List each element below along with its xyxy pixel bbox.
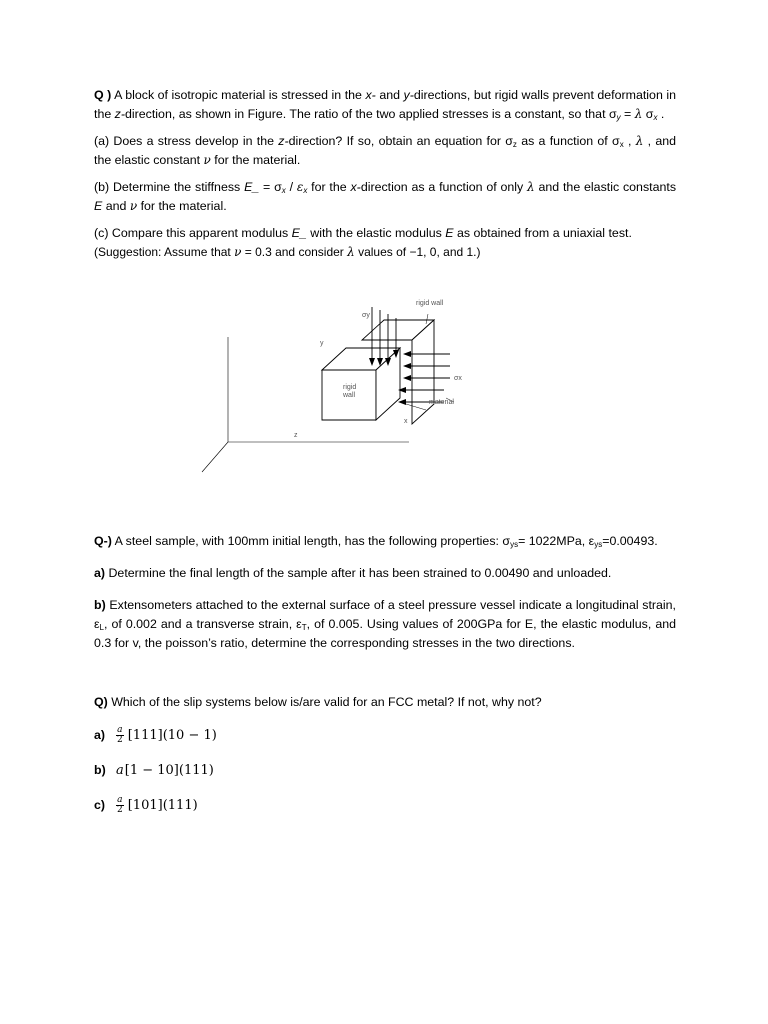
q1a-sub: z [512, 140, 517, 149]
q1b-text: / [285, 180, 297, 194]
q1-text: direction, as shown in Figure. The ratio of the two applied stresses is a constant, so that σ [125, 107, 617, 121]
q1c-E: E [445, 226, 454, 240]
slip-system-a [94, 724, 676, 746]
q1-lead: Q ) [94, 88, 112, 102]
q1b-E: E [94, 199, 103, 213]
q2b-text: Extensometers attached to the external surface of a steel pressure vessel indicate a longitudinal strain, ε [94, 598, 676, 631]
q1-suggestion [94, 243, 676, 262]
slip-label: b) [94, 762, 106, 777]
slip-direction: [101] [127, 797, 163, 813]
nu-symbol: ν [203, 153, 211, 167]
q2-text: A steel sample, with 100mm initial length, has the following properties: σ [111, 534, 511, 548]
q1-text: . [657, 107, 665, 121]
sigma-x-arrowhead [403, 351, 411, 357]
q1b-E: E_ [244, 180, 260, 194]
q1-sub: y [616, 113, 621, 122]
sigma-x-arrowhead [403, 363, 411, 369]
slip-expression [116, 761, 214, 780]
q1-y: y- [403, 88, 414, 102]
q2a-lead: a) [94, 566, 106, 580]
slip-coef: a [116, 762, 124, 778]
q1a-sub: x [619, 140, 624, 149]
q1-text: A block of isotropic material is stressed in the [111, 88, 366, 102]
q1c-text: = 0.3 and consider [241, 245, 348, 259]
q1b-text: for the [307, 180, 351, 194]
q1-part-a [94, 132, 676, 170]
document-page [94, 86, 676, 816]
fraction-den: 2 [117, 734, 123, 745]
q1b-text: for the material. [137, 199, 227, 213]
nu-symbol: ν [234, 245, 242, 259]
q1a-text: , [623, 134, 636, 148]
q1a-text: , and the elastic constant [94, 134, 676, 167]
q1a-text: (a) Does a stress develop in the [94, 134, 279, 148]
slip-direction: [1 − 10] [124, 762, 179, 778]
q1c-text: with the elastic modulus [306, 226, 446, 240]
label-rigid-wall-front-2: wall [343, 392, 356, 399]
label-axis-x: x [404, 418, 408, 425]
q1-intro [94, 86, 676, 124]
q1-part-b [94, 178, 676, 216]
q2b-sub: T [301, 623, 307, 632]
slip-plane: (10 − 1) [162, 727, 217, 743]
fraction [116, 796, 124, 815]
slip-plane: (111) [178, 762, 214, 778]
q1c-text: (c) Compare this apparent modulus [94, 226, 292, 240]
lambda-symbol: λ [634, 107, 643, 121]
slip-expression [116, 796, 198, 815]
lambda-symbol: λ [347, 245, 355, 259]
q1-text: directions, but rigid walls prevent deformation in the [94, 88, 676, 121]
figure-container [94, 262, 676, 532]
q1b-sub: x [281, 186, 286, 195]
q2b-sub: L [99, 623, 104, 632]
q1-z: z- [114, 107, 125, 121]
fraction [116, 726, 124, 745]
label-material: material [429, 399, 454, 406]
q1b-text: and [102, 199, 130, 213]
q1c-text: as obtained from a uniaxial test. [453, 226, 632, 240]
q1b-text: = σ [259, 180, 282, 194]
slip-label: c) [94, 797, 106, 812]
q2-text: = 1022MPa, ε [518, 534, 595, 548]
q1a-text: for the material. [210, 153, 301, 167]
lambda-symbol: λ [527, 180, 535, 194]
q2a-text: Determine the final length of the sample after it has been strained to 0.00490 and unloaded. [105, 566, 612, 580]
epsilon-symbol: ε [296, 180, 304, 194]
fraction-den: 2 [117, 804, 123, 815]
q2b-lead: b) [94, 598, 106, 612]
q1c-text: (Suggestion: Assume that [94, 245, 235, 259]
q3-intro [94, 693, 676, 712]
label-sigma-x: σx [454, 375, 462, 382]
q1-text: and [375, 88, 404, 102]
rigid-wall-diagram [94, 262, 676, 532]
axis-z-line [202, 442, 228, 472]
q1a-z: z- [278, 134, 289, 148]
fraction-num: a [117, 794, 123, 805]
slip-system-c [94, 794, 676, 816]
label-axis-y: y [320, 340, 324, 347]
q1b-text: and the elastic constants [534, 180, 677, 194]
slip-label: a) [94, 727, 106, 742]
nu-symbol: ν [129, 199, 138, 213]
q1b-x: x- [350, 180, 361, 194]
q1-sub: x [653, 113, 658, 122]
sigma-x-arrowhead [398, 399, 406, 405]
q1b-text: direction as a function of only [360, 180, 528, 194]
q2-part-a [94, 564, 676, 583]
q1c-text: values of −1, 0, and 1.) [354, 245, 481, 259]
q3-lead: Q) [94, 695, 108, 709]
lambda-symbol: λ [635, 134, 644, 148]
slip-direction: [111] [127, 727, 163, 743]
q3-text: Which of the slip systems below is/are valid for an FCC metal? If not, why not? [107, 695, 542, 709]
label-rigid-wall-top: rigid wall [416, 300, 444, 307]
q1a-text: as a function of σ [516, 134, 620, 148]
slip-expression [116, 726, 217, 745]
q1-text: σ [642, 107, 654, 121]
q2-lead: Q-) [94, 534, 112, 548]
q1a-text: direction? If so, obtain an equation for σ [288, 134, 513, 148]
q2b-text: , of 0.002 and a transverse strain, ε [103, 617, 302, 631]
q1b-text: (b) Determine the stiffness [94, 180, 245, 194]
label-rigid-wall-front-1: rigid [343, 384, 357, 391]
q2-sub: ys [594, 540, 603, 549]
q1-x: x- [365, 88, 376, 102]
q2-intro [94, 532, 676, 551]
slip-plane: (111) [162, 797, 198, 813]
q2-part-b [94, 596, 676, 653]
q2-sub: ys [510, 540, 519, 549]
q1b-sub: x [303, 186, 308, 195]
q1-text: = [620, 107, 635, 121]
q1-part-c [94, 224, 676, 243]
q2-text: =0.00493. [602, 534, 658, 548]
label-axis-z: z [294, 432, 298, 439]
q2b-text: , of 0.005. Using values of 200GPa for E, the elastic modulus, and 0.3 for v, the poisson’s ratio, determine the corresponding stresses in the two directions. [94, 617, 677, 650]
fraction-num: a [117, 724, 123, 735]
slip-system-b [94, 759, 676, 781]
sigma-x-arrowhead [403, 375, 411, 381]
label-sigma-y: σy [362, 312, 370, 319]
q1c-E: E_ [291, 226, 307, 240]
